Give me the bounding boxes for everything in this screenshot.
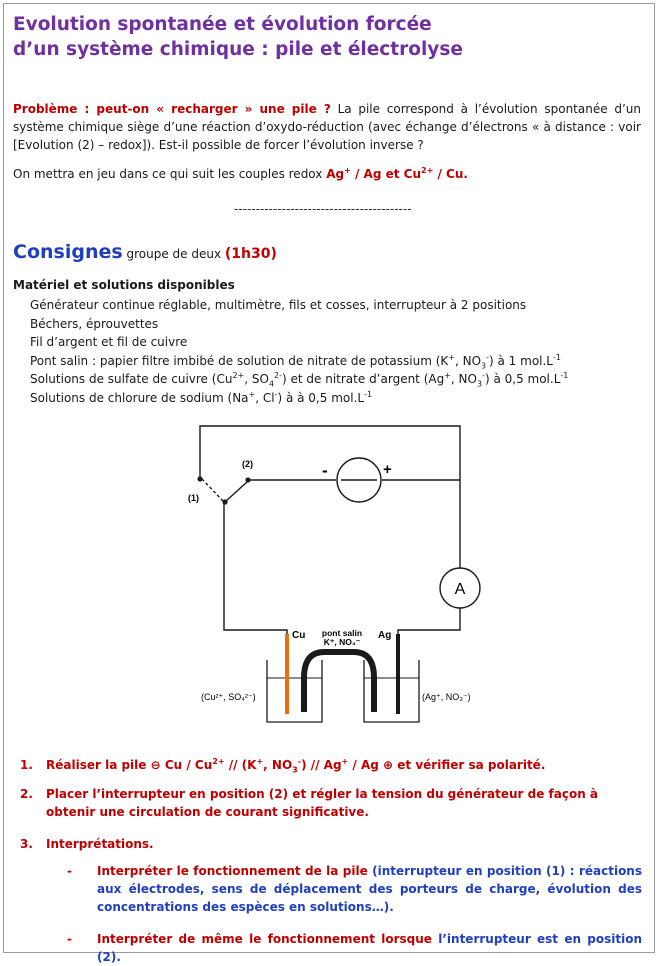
couples-text: On mettra en jeu dans ce qui suit les couples redox xyxy=(13,167,323,181)
list-item: Fil d’argent et fil de cuivre xyxy=(30,335,188,349)
list-item: Générateur continue réglable, multimètre, fils et cosses, interrupteur à 2 positions xyxy=(30,298,527,312)
title-line-1: Evolution spontanée et évolution forcée xyxy=(13,14,432,35)
generator-minus: - xyxy=(322,461,328,480)
materiel-title: Matériel et solutions disponibles xyxy=(13,278,235,292)
step-3-text: Interprétations. xyxy=(46,837,154,851)
pont-salin-ions: K⁺, NO₃⁻ xyxy=(323,637,361,647)
materiel-list xyxy=(30,296,568,407)
left-solution-label: (Cu²⁺, SO₄²⁻) xyxy=(201,692,256,702)
list-item-chlorure: Solutions de chlorure de sodium (Na+, Cl-) à à 0,5 $mol.L^{-1}$ xyxy=(30,389,373,405)
page-title xyxy=(13,12,613,62)
consignes-group: groupe de deux xyxy=(126,247,222,261)
generator-plus: + xyxy=(383,461,392,478)
list-item-sulfate: Solutions de sulfate de cuivre ($Cu^{2+}$, $SO_4^{2-}$) et de nitrate d’argent (Ag+, $NO_3^-$) à 0,5 $mol.L^{-1}$ xyxy=(30,371,569,389)
switch-contact-2 xyxy=(245,477,250,482)
list-item: Béchers, éprouvettes xyxy=(30,316,159,331)
problem-label: Problème : peut-on « recharger » une pile ? xyxy=(13,102,331,116)
couples-redox: Ag+ / Ag et $Cu^{2+}$ / Cu. xyxy=(326,166,468,181)
title-line-2: d’un système chimique : pile et électrolyse xyxy=(13,39,463,60)
switch-pos1-label: (1) xyxy=(188,493,199,503)
step-1-text: Réaliser la pile ⊖ Cu / $Cu^{2+} // (K^+$, $NO_3^-) // Ag^+$ / Ag ⊕ et vérifier sa polarité. xyxy=(46,757,546,775)
cu-label: Cu xyxy=(292,630,306,641)
pont-salin-label: pont salin xyxy=(321,628,363,638)
ammeter-label: A xyxy=(454,581,466,598)
consignes-heading xyxy=(13,240,277,266)
switch-pos2-label: (2) xyxy=(242,459,253,469)
list-item-pont-salin: Pont salin : papier filtre imbibé de solution de nitrate de potassium (K+, $NO_3^-$) à 1 $mol.L^{-1}$ xyxy=(30,352,561,370)
problem-text: La pile correspond à l’évolution spontanée d’un système chimique siège d’une réaction d’oxydo-réduction (avec échange d’électrons « à distance : voir [Evolution (2) – redox]). Est-il possible de forcer l’évolution inverse ? xyxy=(13,102,641,152)
switch-pivot xyxy=(222,499,227,504)
step-2-text: Placer l’interrupteur en position (2) et régler la tension du générateur de façon à obtenir une circulation de courant significative. xyxy=(46,787,599,819)
circuit-diagram xyxy=(154,416,484,736)
consignes-duration: (1h30) xyxy=(224,246,277,262)
document-page: Evolution spontanée et évolution forcée d’un système chimique : pile et électrolyse Problème : peut-on « recharger » une pile ? La pile correspond à l’évolution spontanée d’un système chimique siège d’une réaction d’oxydo-réduction (avec échange d’électrons « à distance : voir [Evolution (2) – redox]). Est-il possible de forcer l’évolution inverse ? On mettra en jeu dans ce qui suit les couples redox Ag+ / Ag et $Cu^{2+}$ / Cu. ----------------------------------------- Consignes groupe de deux (1h30) Matériel et solutions disponibles Générateur continue réglable, multimètre, fils et cosses, interrupteur à 2 positions Béchers, éprouvettes Fil d’argent et fil de cuivre Pont salin : papier filtre imbibé de solution de nitrate de potassium (K+, $NO_3^-$) à 1 $mol.L^{-1}$ Solutions de sulfate de cuivre ($Cu^{2+}$, $SO_4^{2-}$) et de nitrate d’argent (Ag+, $NO_3^-$) à 0,5 $mol.L^{-1}$ Solutions de chlorure de sodium (Na+, Cl-) à à 0,5 $mol.L^{-1}$ (1) (2) - + A Cu Ag pont salin K⁺, NO₃⁻ (Cu²⁺, SO₄²⁻) (Ag⁺, NO₃⁻) 1. Réaliser la pile ⊖ Cu / $Cu^{2+} // (K^+$, $NO_3^-) // Ag^+$ / Ag ⊕ et vérifier sa polarité. 2. Placer l’interrupteur en position (2) et régler la tension du générateur de façon à obtenir une circulation de courant significative. 3. Interprétations. - Interpréter le fonctionnement de la pile (interrupteur en position (1) : réactions aux électrodes, sens de déplacement des porteurs de charge, évolution des concentrations des espèces en solutions…). - Interpréter de même le fonctionnement lorsque l’interrupteur est en position (2). xyxy=(3,3,655,953)
consignes-title: Consignes xyxy=(13,241,123,263)
silver-electrode xyxy=(396,634,400,714)
separator-line: ----------------------------------------- xyxy=(234,202,412,216)
switch-contact-1 xyxy=(197,476,202,481)
problem-paragraph xyxy=(13,100,641,154)
ag-label: Ag xyxy=(378,630,392,641)
right-solution-label: (Ag⁺, NO₃⁻) xyxy=(422,692,471,702)
couples-paragraph xyxy=(13,165,641,183)
circuit-wires xyxy=(200,426,460,698)
beaker-left xyxy=(267,660,322,722)
copper-electrode xyxy=(285,634,289,714)
